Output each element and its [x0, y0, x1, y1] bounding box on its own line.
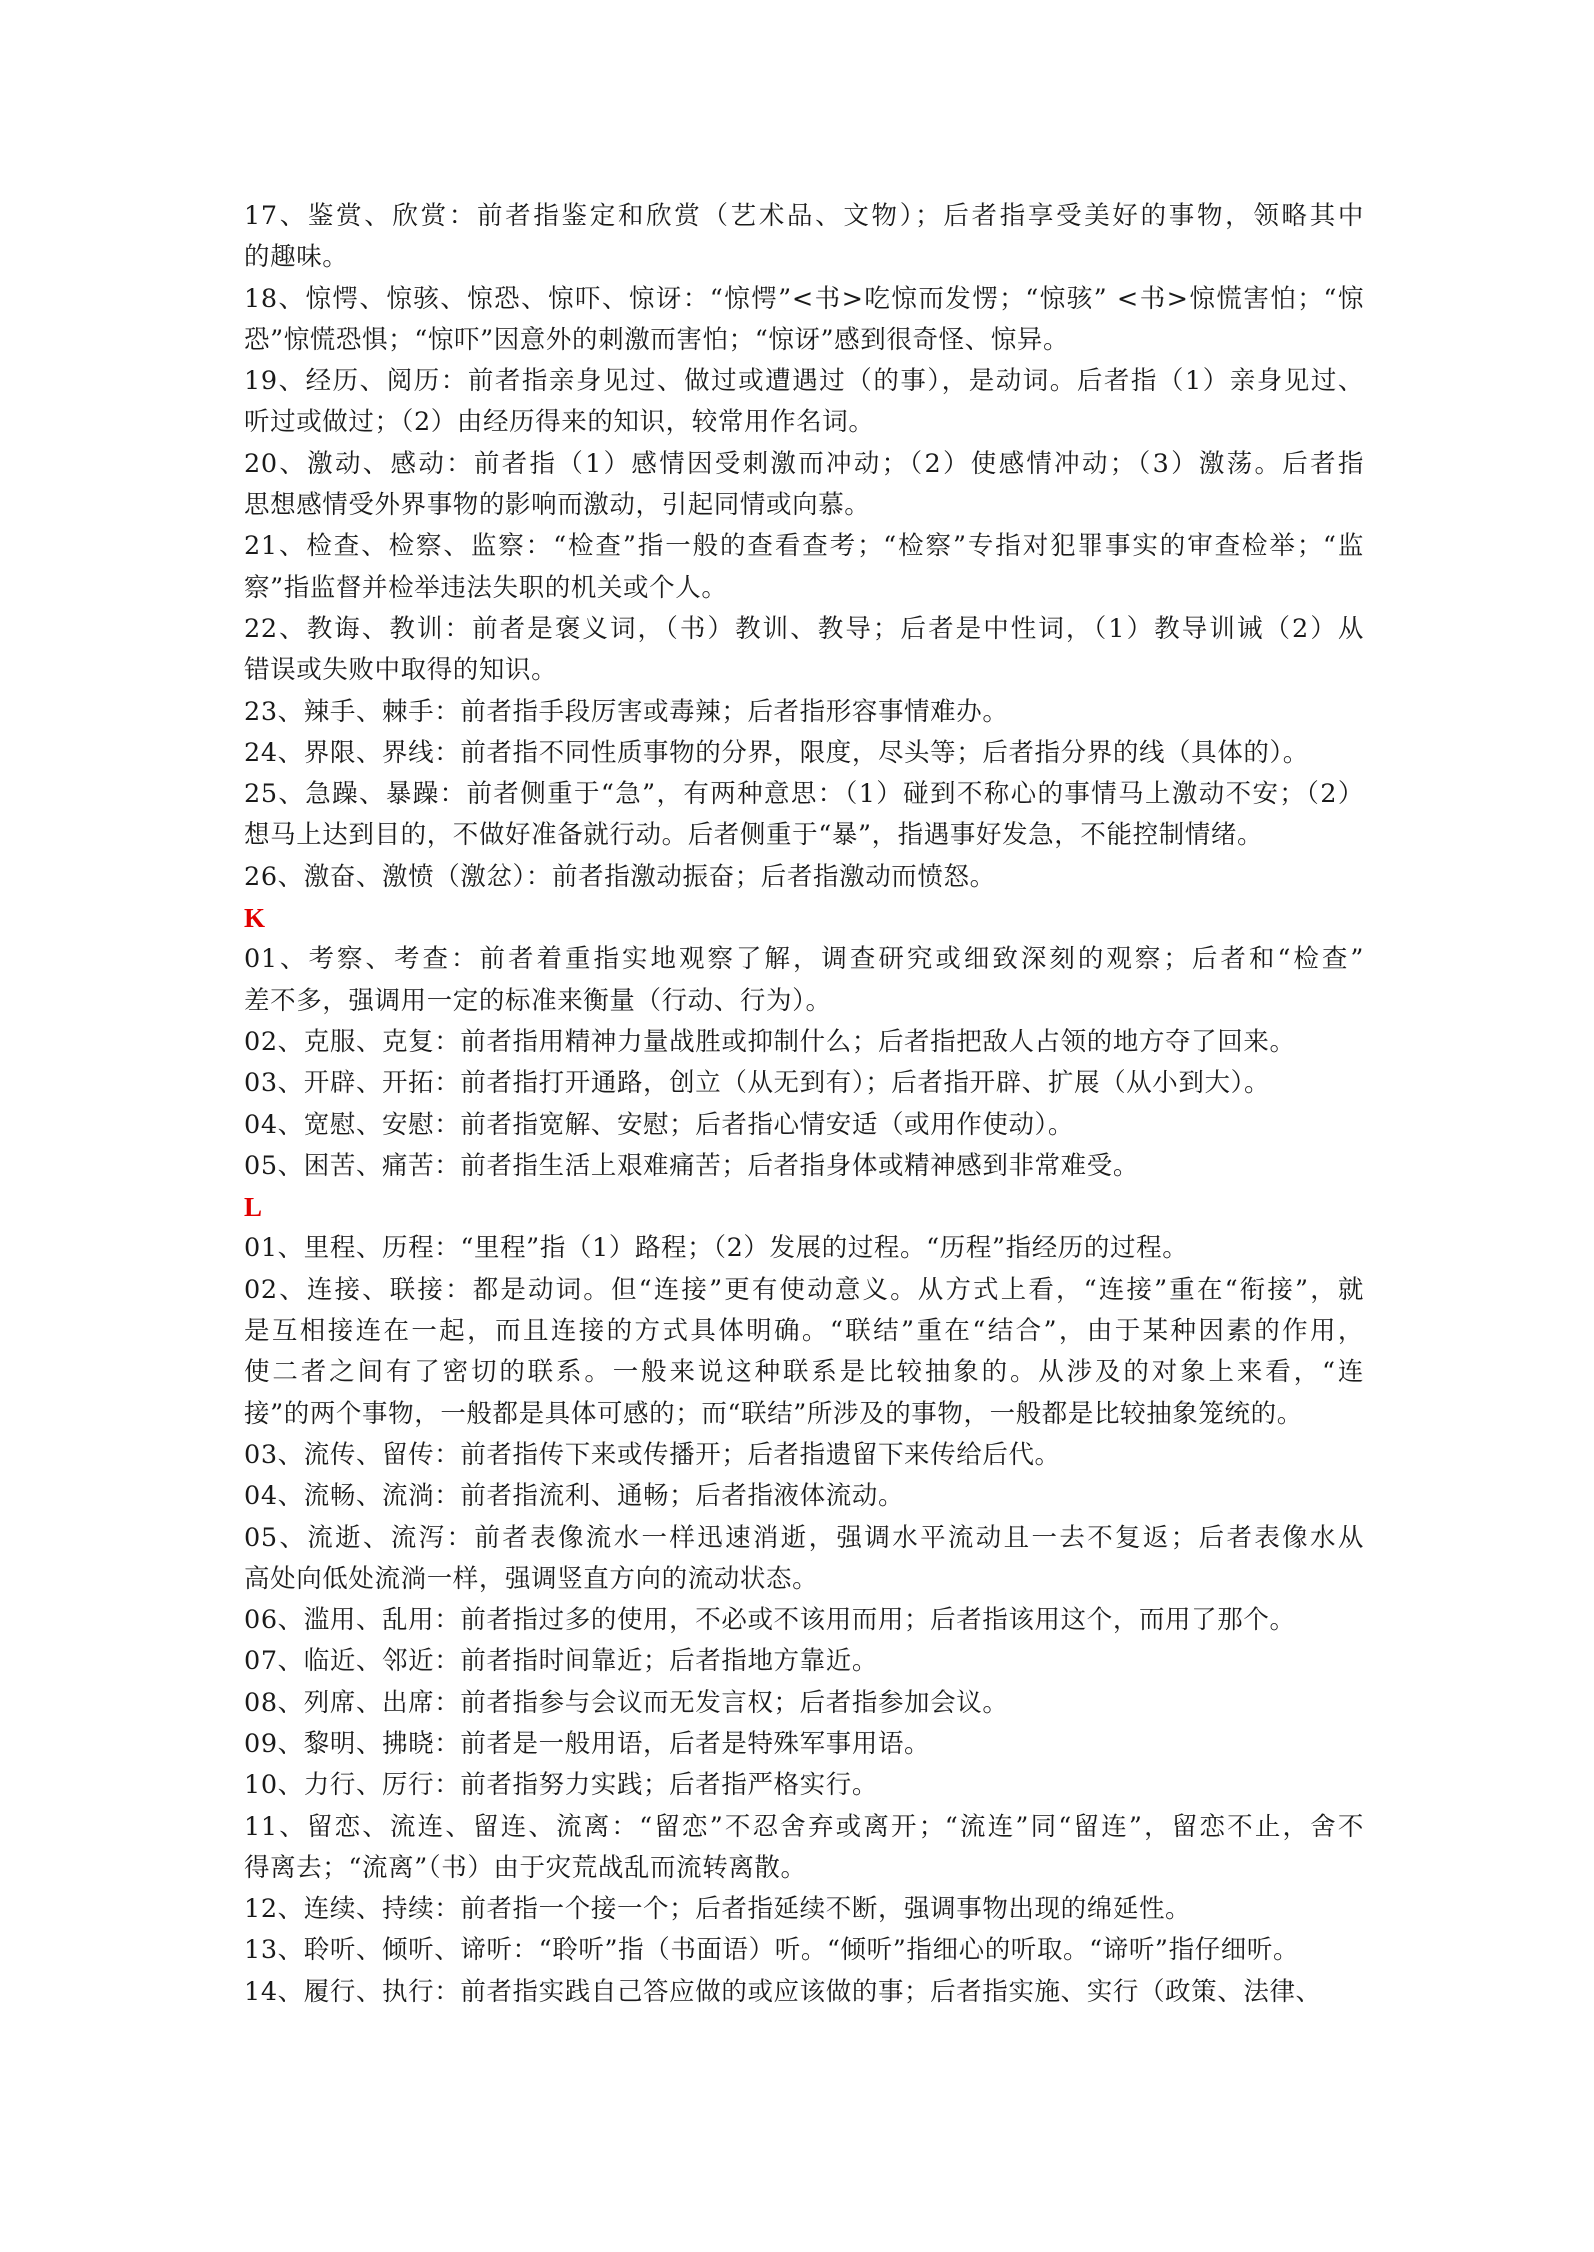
entry-line: 差不多，强调用一定的标准来衡量（行动、行为）。	[244, 985, 832, 1016]
entry-line: 03、流传、留传：前者指传下来或传播开；后者指遗留下来传给后代。	[244, 1439, 1061, 1470]
entry-line: 恐”惊慌恐惧；“惊吓”因意外的刺激而害怕；“惊讶”感到很奇怪、惊异。	[244, 324, 1070, 355]
entry-line: 思想感情受外界事物的影响而激动，引起同情或向慕。	[244, 490, 871, 521]
entry-line: 22、教诲、教训：前者是褒义词，（书）教训、教导；后者是中性词，（1）教导训诫（2）从	[244, 613, 1364, 644]
entry-line: 18、惊愕、惊骇、惊恐、惊吓、惊讶：“惊愕”<书>吃惊而发愣；“惊骇” <书>惊慌害怕；“惊	[244, 283, 1364, 314]
entry-line: 听过或做过；（2）由经历得来的知识，较常用作名词。	[244, 407, 875, 438]
entry-line: 01、考察、考查：前者着重指实地观察了解，调查研究或细致深刻的观察；后者和“检查”	[244, 944, 1364, 975]
entry-line: 26、激奋、激愤（激忿）：前者指激动振奋；后者指激动而愤怒。	[244, 861, 996, 892]
entry-paragraph	[244, 939, 1364, 1022]
entry-line: 使二者之间有了密切的联系。一般来说这种联系是比较抽象的。从涉及的对象上来看，“连	[244, 1357, 1364, 1388]
entry-line: 错误或失败中取得的知识。	[244, 655, 558, 686]
entry-paragraph	[244, 1765, 1364, 1806]
entry-line: 07、临近、邻近：前者指时间靠近；后者指地方靠近。	[244, 1646, 878, 1677]
entry-paragraph	[244, 774, 1364, 857]
entry-paragraph	[244, 1807, 1364, 1890]
entry-paragraph	[244, 1600, 1364, 1641]
section-heading: K	[244, 903, 266, 934]
entry-paragraph	[244, 1972, 1364, 2013]
entry-line: 想马上达到目的，不做好准备就行动。后者侧重于“暴”，指遇事好发急，不能控制情绪。	[244, 820, 1264, 851]
entry-line: 04、宽慰、安慰：前者指宽解、安慰；后者指心情安适（或用作使动）。	[244, 1109, 1074, 1140]
entry-paragraph	[244, 1105, 1364, 1146]
entry-paragraph	[244, 1063, 1364, 1104]
entry-line: 高处向低处流淌一样，强调竖直方向的流动状态。	[244, 1563, 819, 1594]
entry-paragraph	[244, 1476, 1364, 1517]
entry-line: 13、聆听、倾听、谛听：“聆听”指（书面语）听。“倾听”指细心的听取。“谛听”指仔细听。	[244, 1935, 1300, 1966]
entry-line: 21、检查、检察、监察：“检查”指一般的查看查考；“检察”专指对犯罪事实的审查检举；“监	[244, 531, 1364, 562]
entry-paragraph	[244, 1270, 1364, 1435]
entry-paragraph	[244, 692, 1364, 733]
entry-line: 06、滥用、乱用：前者指过多的使用，不必或不该用而用；后者指该用这个，而用了那个。	[244, 1605, 1296, 1636]
entry-paragraph	[244, 1889, 1364, 1930]
entry-paragraph	[244, 1641, 1364, 1682]
entry-paragraph	[244, 1683, 1364, 1724]
entry-line: 得离去；“流离”（书）由于灾荒战乱而流转离散。	[244, 1852, 807, 1883]
entry-line: 察”指监督并检举违法失职的机关或个人。	[244, 572, 728, 603]
entry-line: 24、界限、界线：前者指不同性质事物的分界，限度，尽头等；后者指分界的线（具体的）。	[244, 737, 1309, 768]
entry-line: 接”的两个事物，一般都是具体可感的；而“联结”所涉及的事物，一般都是比较抽象笼统的。	[244, 1398, 1303, 1429]
entry-line: 11、留恋、流连、留连、流离：“留恋”不忍舍弃或离开；“流连”同“留连”，留恋不止，舍不	[244, 1811, 1364, 1842]
entry-paragraph	[244, 196, 1364, 279]
entry-line: 25、急躁、暴躁：前者侧重于“急”，有两种意思：（1）碰到不称心的事情马上激动不安；（2）	[244, 779, 1364, 810]
entry-paragraph	[244, 609, 1364, 692]
entry-paragraph	[244, 1228, 1364, 1269]
entry-line: 02、克服、克复：前者指用精神力量战胜或抑制什么；后者指把敌人占领的地方夺了回来。	[244, 1026, 1296, 1057]
entry-line: 05、困苦、痛苦：前者指生活上艰难痛苦；后者指身体或精神感到非常难受。	[244, 1150, 1139, 1181]
entry-paragraph	[244, 733, 1364, 774]
entry-line: 01、里程、历程：“里程”指（1）路程；（2）发展的过程。“历程”指经历的过程。	[244, 1233, 1189, 1264]
entry-paragraph	[244, 1022, 1364, 1063]
entry-line: 03、开辟、开拓：前者指打开通路，创立（从无到有）；后者指开辟、扩展（从小到大）。	[244, 1068, 1271, 1099]
entry-line: 08、列席、出席：前者指参与会议而无发言权；后者指参加会议。	[244, 1687, 1009, 1718]
entry-line: 12、连续、持续：前者指一个接一个；后者指延续不断，强调事物出现的绵延性。	[244, 1894, 1192, 1925]
entry-paragraph	[244, 279, 1364, 362]
entry-line: 的趣味。	[244, 242, 349, 273]
entry-line: 是互相接连在一起，而且连接的方式具体明确。“联结”重在“结合”，由于某种因素的作用，	[244, 1316, 1364, 1347]
entry-paragraph	[244, 1435, 1364, 1476]
entry-paragraph	[244, 857, 1364, 898]
entry-line: 14、履行、执行：前者指实践自己答应做的或应该做的事；后者指实施、实行（政策、法律、	[244, 1976, 1322, 2007]
entry-line: 20、激动、感动：前者指（1）感情因受刺激而冲动；（2）使感情冲动；（3）激荡。后者指	[244, 448, 1364, 479]
entry-line: 02、连接、联接：都是动词。但“连接”更有使动意义。从方式上看，“连接”重在“衔接”，就	[244, 1274, 1364, 1305]
entry-line: 17、鉴赏、欣赏：前者指鉴定和欣赏（艺术品、文物）；后者指享受美好的事物，领略其中	[244, 201, 1364, 231]
entry-line: 05、流逝、流泻：前者表像流水一样迅速消逝，强调水平流动且一去不复返；后者表像水从	[244, 1522, 1364, 1553]
entry-line: 19、经历、阅历：前者指亲身见过、做过或遭遇过（的事），是动词。后者指（1）亲身见过、	[244, 366, 1364, 397]
entry-paragraph	[244, 1930, 1364, 1971]
entry-paragraph	[244, 361, 1364, 444]
entry-paragraph	[244, 1146, 1364, 1187]
entry-line: 09、黎明、拂晓：前者是一般用语，后者是特殊军事用语。	[244, 1728, 931, 1759]
entry-line: 04、流畅、流淌：前者指流利、通畅；后者指液体流动。	[244, 1481, 905, 1512]
entry-paragraph	[244, 526, 1364, 609]
entry-paragraph	[244, 1518, 1364, 1601]
entry-paragraph	[244, 444, 1364, 527]
document-body	[244, 196, 1364, 2013]
section-heading: L	[244, 1192, 263, 1223]
entry-line: 23、辣手、棘手：前者指手段厉害或毒辣；后者指形容事情难办。	[244, 696, 1009, 727]
entry-paragraph	[244, 1724, 1364, 1765]
entry-line: 10、力行、厉行：前者指努力实践；后者指严格实行。	[244, 1770, 878, 1801]
